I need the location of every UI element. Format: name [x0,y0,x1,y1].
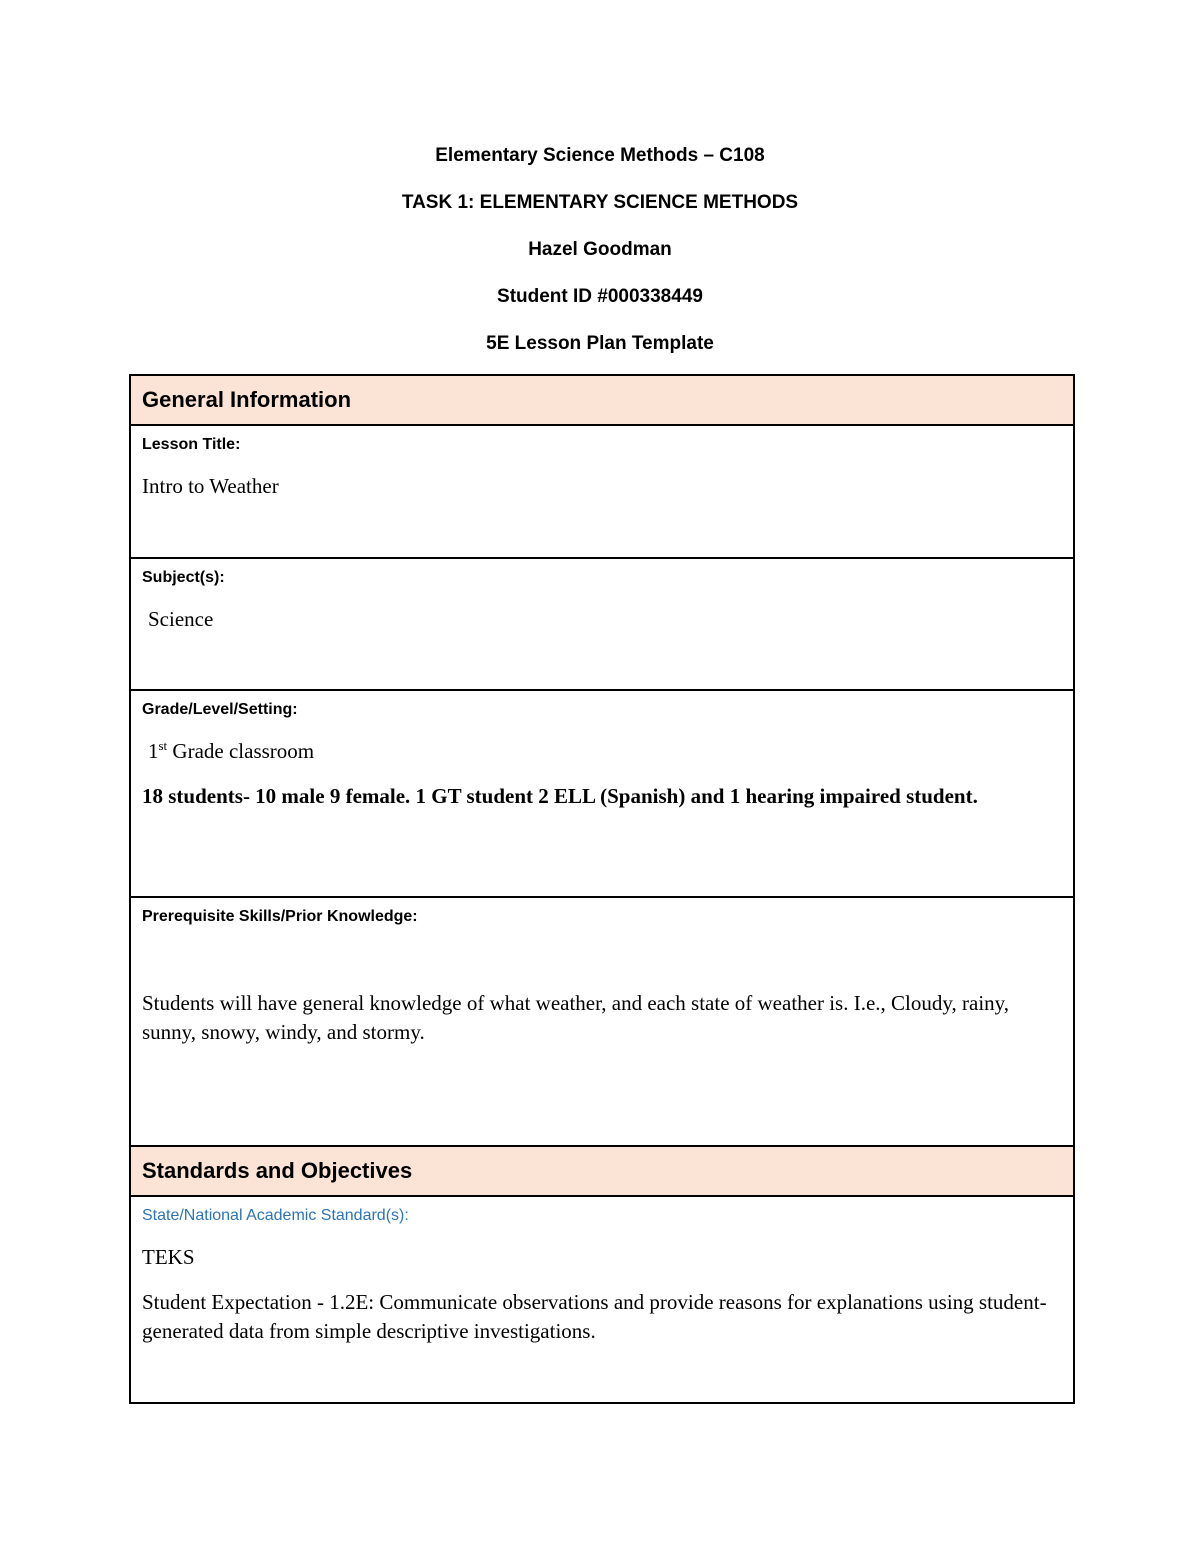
grade-number: 1 [148,739,159,763]
prereq-cell [131,898,1073,1147]
document-header [0,140,1200,375]
subjects-label: Subject(s): [142,569,225,586]
standards-objectives-header: Standards and Objectives [131,1147,1073,1197]
standards-label: State/National Academic Standard(s): [142,1207,409,1224]
student-expectation: Student Expectation - 1.2E: Communicate observations and provide reasons for explanations using student-generated data from simple descriptive investigations. [142,1290,1047,1343]
grade-ordinal: st [158,738,168,753]
grade-cell [131,691,1073,898]
prereq-value: Students will have general knowledge of what weather, and each state of weather is. I.e., Cloudy, rainy, sunny, snowy, windy, and stormy. [142,991,1010,1044]
grade-setting: Grade classroom [167,739,315,763]
lesson-title-cell [131,426,1073,559]
student-id: Student ID #000338449 [497,286,703,307]
grade-value [142,737,1062,766]
general-information-header: General Information [131,376,1073,426]
subjects-cell [131,559,1073,691]
standards-cell [131,1197,1073,1402]
subjects-value: Science [148,607,214,631]
course-title: Elementary Science Methods – C108 [435,145,765,166]
lesson-plan-table [129,374,1075,1404]
lesson-title-value: Intro to Weather [142,474,279,498]
standards-value: TEKS [142,1245,195,1269]
template-title: 5E Lesson Plan Template [486,333,714,354]
grade-students: 18 students- 10 male 9 female. 1 GT student 2 ELL (Spanish) and 1 hearing impaired student. [142,784,978,808]
grade-label: Grade/Level/Setting: [142,701,298,718]
task-title: TASK 1: ELEMENTARY SCIENCE METHODS [401,192,799,213]
prereq-label: Prerequisite Skills/Prior Knowledge: [142,908,418,925]
author-name: Hazel Goodman [528,239,672,260]
lesson-title-label: Lesson Title: [142,436,241,453]
